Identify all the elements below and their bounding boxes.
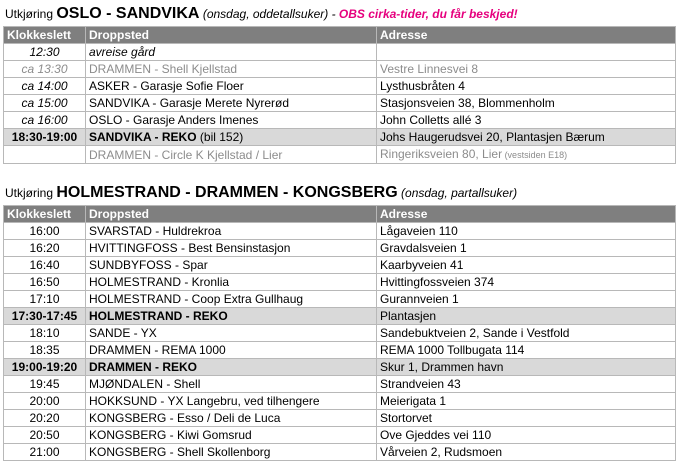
cell-address [377, 427, 676, 444]
cell-time: 20:20 [4, 410, 86, 427]
cell-time: 19:00-19:20 [4, 359, 86, 376]
cell-address [377, 146, 676, 164]
address-text: Johs Haugerudsvei 20, Plantasjen Bærum [380, 130, 605, 144]
table-row [4, 95, 676, 112]
table-row [4, 427, 676, 444]
cell-place [86, 146, 377, 164]
cell-time: 16:20 [4, 240, 86, 257]
cell-time: 18:30-19:00 [4, 129, 86, 146]
address-text: Hvittingfossveien 374 [380, 275, 495, 289]
table-row [4, 393, 676, 410]
cell-time: 20:00 [4, 393, 86, 410]
place-name: ASKER - Garasje Sofie Floer [89, 79, 244, 93]
table-row [4, 376, 676, 393]
cell-address [377, 342, 676, 359]
place-name: SANDVIKA - REKO [89, 130, 197, 144]
place-name: HOKKSUND - YX Langebru, ved tilhengere [89, 394, 320, 408]
cell-address [377, 291, 676, 308]
cell-place [86, 223, 377, 240]
address-text: Stasjonsveien 38, Blommenholm [380, 96, 555, 110]
cell-address [377, 223, 676, 240]
cell-time: ca 15:00 [4, 95, 86, 112]
place-name: SVARSTAD - Huldrekroa [89, 224, 222, 238]
cell-address [377, 376, 676, 393]
address-text: Lågaveien 110 [380, 224, 458, 238]
section2-heading [5, 183, 517, 203]
table-row [4, 325, 676, 342]
address-text: Lysthusbråten 4 [380, 79, 465, 93]
table-row [4, 223, 676, 240]
address-text: John Colletts allé 3 [380, 113, 482, 127]
place-name: KONGSBERG - Esso / Deli de Luca [89, 411, 281, 425]
address-text: Skur 1, Drammen havn [380, 360, 504, 374]
section1-notice: OBS cirka-tider, du får beskjed! [338, 7, 518, 21]
cell-address [377, 240, 676, 257]
cell-place [86, 61, 377, 78]
section2-title: HOLMESTRAND - DRAMMEN - KONGSBERG [56, 184, 398, 201]
cell-address [377, 325, 676, 342]
cell-place [86, 257, 377, 274]
table-row [4, 342, 676, 359]
cell-place [86, 427, 377, 444]
place-name: SUNDBYFOSS - Spar [89, 258, 208, 272]
header-address: Adresse [377, 206, 676, 223]
cell-time: 16:40 [4, 257, 86, 274]
cell-place [86, 291, 377, 308]
cell-place [86, 342, 377, 359]
table-row [4, 61, 676, 78]
place-name: HOLMESTRAND - Kronlia [89, 275, 230, 289]
table-header-row [4, 27, 676, 44]
cell-address [377, 410, 676, 427]
place-name: MJØNDALEN - Shell [89, 377, 201, 391]
place-name: HOLMESTRAND - Coop Extra Gullhaug [89, 292, 304, 306]
table-row [4, 257, 676, 274]
address-text: Ove Gjeddes vei 110 [380, 428, 492, 442]
cell-time: 18:35 [4, 342, 86, 359]
address-text: Gravdalsveien 1 [380, 241, 467, 255]
cell-address [377, 308, 676, 325]
cell-time: 18:10 [4, 325, 86, 342]
place-name: DRAMMEN - Shell Kjellstad [89, 62, 238, 76]
cell-time: 12:30 [4, 44, 86, 61]
section2-prefix: Utkjøring [5, 186, 54, 200]
address-text: Plantasjen [380, 309, 437, 323]
cell-time: 16:00 [4, 223, 86, 240]
cell-place [86, 129, 377, 146]
place-name: SANDVIKA - Garasje Merete Nyrerød [89, 96, 290, 110]
address-note: (vestsiden E18) [502, 150, 568, 160]
table-row [4, 240, 676, 257]
cell-time: 17:30-17:45 [4, 308, 86, 325]
table-row [4, 274, 676, 291]
cell-address [377, 44, 676, 61]
table-header-row [4, 206, 676, 223]
cell-place [86, 274, 377, 291]
cell-address [377, 359, 676, 376]
header-time: Klokkeslett [4, 206, 86, 223]
cell-address [377, 95, 676, 112]
table-row [4, 112, 676, 129]
place-name: DRAMMEN - REKO [89, 360, 197, 374]
table-row [4, 44, 676, 61]
cell-place [86, 410, 377, 427]
address-text: Kaarbyveien 41 [380, 258, 464, 272]
table-row [4, 129, 676, 146]
cell-time: 17:10 [4, 291, 86, 308]
cell-time: 20:50 [4, 427, 86, 444]
address-text: Meierigata 1 [380, 394, 447, 408]
place-name: DRAMMEN - REMA 1000 [89, 343, 226, 357]
cell-place [86, 359, 377, 376]
place-name: KONGSBERG - Shell Skollenborg [89, 445, 271, 459]
cell-place [86, 44, 377, 61]
cell-place [86, 112, 377, 129]
section1-title: OSLO - SANDVIKA [56, 5, 200, 22]
address-text: Vårveien 2, Rudsmoen [380, 445, 503, 459]
section2-subtitle: (onsdag, partallsuker) [401, 186, 518, 200]
header-time: Klokkeslett [4, 27, 86, 44]
cell-place [86, 308, 377, 325]
cell-address [377, 274, 676, 291]
cell-place [86, 325, 377, 342]
cell-place [86, 376, 377, 393]
cell-place [86, 393, 377, 410]
header-address: Adresse [377, 27, 676, 44]
place-name: SANDE - YX [89, 326, 157, 340]
section1-prefix: Utkjøring [5, 7, 54, 21]
header-place: Droppsted [86, 206, 377, 223]
address-text: Sandebuktveien 2, Sande i Vestfold [380, 326, 570, 340]
address-text: Strandveien 43 [380, 377, 461, 391]
table-row [4, 359, 676, 376]
cell-address [377, 112, 676, 129]
cell-time: ca 16:00 [4, 112, 86, 129]
cell-time [4, 146, 86, 164]
cell-place [86, 78, 377, 95]
schedule-table-holmestrand-kongsberg [3, 205, 676, 461]
section1-heading [5, 4, 518, 24]
schedule-table-oslo-sandvika [3, 26, 676, 164]
cell-time: 19:45 [4, 376, 86, 393]
place-name: DRAMMEN - Circle K Kjellstad / Lier [89, 147, 283, 162]
cell-time: ca 14:00 [4, 78, 86, 95]
cell-address [377, 444, 676, 461]
header-place: Droppsted [86, 27, 377, 44]
place-name: HVITTINGFOSS - Best Bensinstasjon [89, 241, 291, 255]
place-name: KONGSBERG - Kiwi Gomsrud [89, 428, 252, 442]
cell-place [86, 444, 377, 461]
section1-subtitle: (onsdag, oddetallsuker) - [202, 7, 336, 21]
place-name: HOLMESTRAND - REKO [89, 309, 228, 323]
cell-time: 21:00 [4, 444, 86, 461]
cell-address [377, 393, 676, 410]
table-row [4, 291, 676, 308]
address-text: Ringeriksveien 80, Lier [380, 147, 503, 161]
cell-place [86, 95, 377, 112]
cell-address [377, 257, 676, 274]
cell-address [377, 129, 676, 146]
address-text: Vestre Linnesvei 8 [380, 62, 479, 76]
cell-address [377, 61, 676, 78]
table-row [4, 410, 676, 427]
table-row [4, 444, 676, 461]
cell-time: 16:50 [4, 274, 86, 291]
table-row [4, 146, 676, 164]
address-text: REMA 1000 Tollbugata 114 [380, 343, 525, 357]
cell-place [86, 240, 377, 257]
place-name: avreise gård [89, 45, 156, 59]
address-text: Stortorvet [380, 411, 433, 425]
table-row [4, 78, 676, 95]
table-row [4, 308, 676, 325]
cell-address [377, 78, 676, 95]
address-text: Gurannveien 1 [380, 292, 459, 306]
place-name: OSLO - Garasje Anders Imenes [89, 113, 259, 127]
cell-time: ca 13:30 [4, 61, 86, 78]
place-note: (bil 152) [196, 130, 244, 144]
